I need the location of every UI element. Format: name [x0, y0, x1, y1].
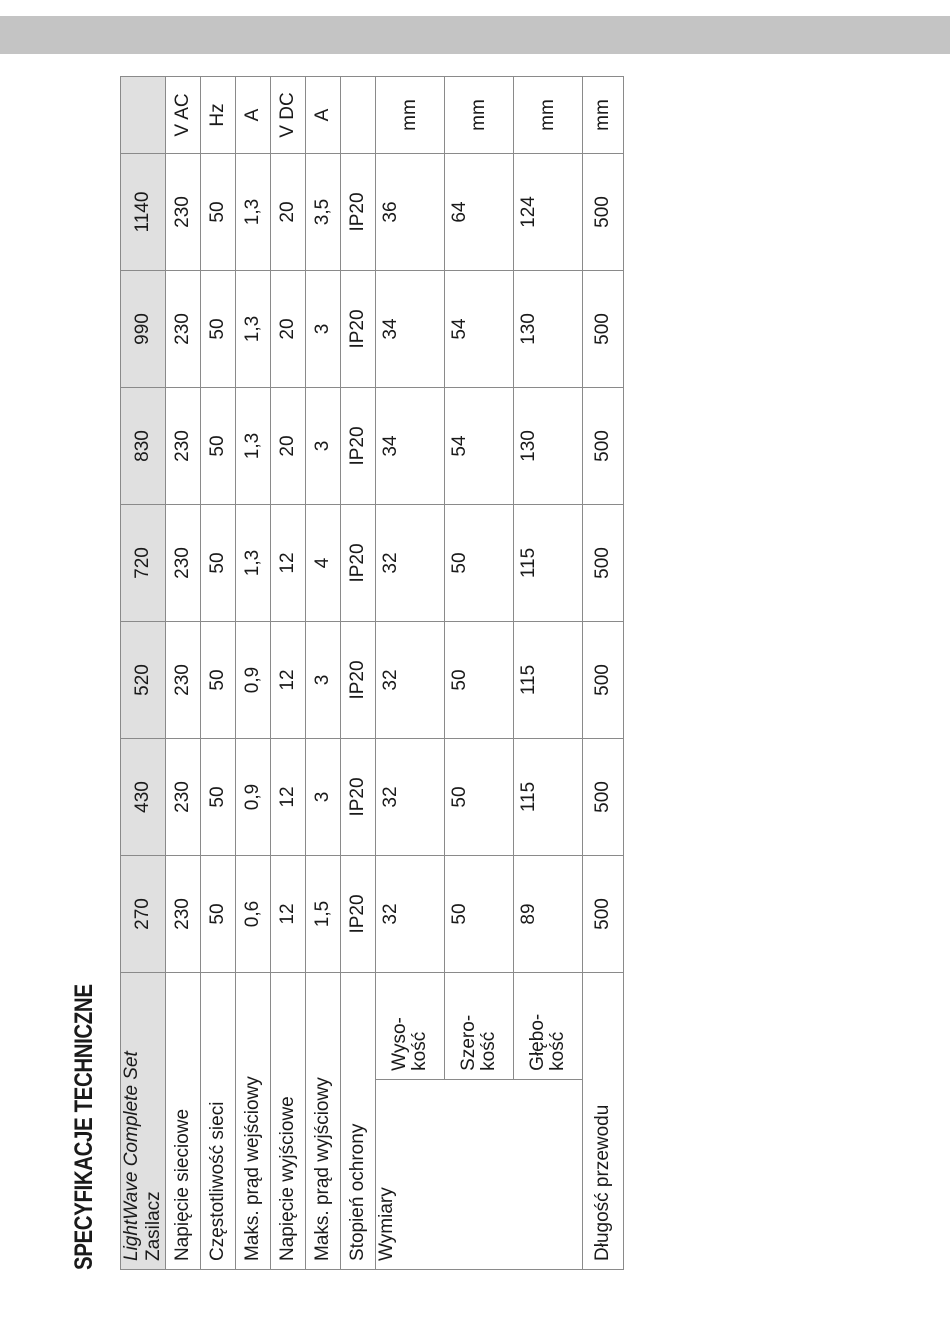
cell-value: 12 — [271, 505, 306, 622]
table-row — [236, 77, 271, 1270]
cell-value: 20 — [271, 388, 306, 505]
cell-value: 54 — [445, 271, 514, 388]
cell-value: IP20 — [341, 622, 376, 739]
cell-value: 20 — [271, 271, 306, 388]
row-label: Napięcie wyjściowe — [271, 973, 306, 1270]
cell-value: 32 — [376, 856, 445, 973]
spec-table — [120, 76, 624, 1270]
cell-value: 50 — [201, 154, 236, 271]
cell-value: 500 — [583, 505, 624, 622]
cell-unit: mm — [514, 77, 583, 154]
dimension-sub-line: kość — [478, 1031, 499, 1071]
table-row — [166, 77, 201, 1270]
cell-value: 500 — [583, 388, 624, 505]
cell-value: 115 — [514, 505, 583, 622]
model-270: 270 — [121, 856, 166, 973]
cell-value: 50 — [201, 739, 236, 856]
cell-value: 50 — [445, 856, 514, 973]
dimensions-label: Wymiary — [376, 1079, 583, 1269]
cell-value: 500 — [583, 622, 624, 739]
dimension-sub-label — [445, 973, 514, 1080]
cell-value: 50 — [445, 622, 514, 739]
cell-value: 124 — [514, 154, 583, 271]
cell-value: 50 — [445, 505, 514, 622]
rotated-spec-section — [70, 70, 650, 1270]
cell-value: 230 — [166, 388, 201, 505]
cell-value: IP20 — [341, 154, 376, 271]
table-row — [341, 77, 376, 1270]
cell-value: 54 — [445, 388, 514, 505]
cell-value: IP20 — [341, 388, 376, 505]
model-1140: 1140 — [121, 154, 166, 271]
model-430: 430 — [121, 739, 166, 856]
cell-value: 500 — [583, 739, 624, 856]
cell-value: 500 — [583, 856, 624, 973]
product-name: LightWave Complete Set — [121, 1051, 142, 1261]
cell-value: 50 — [201, 856, 236, 973]
cell-value: 32 — [376, 622, 445, 739]
row-label: Maks. prąd wyjściowy — [306, 973, 341, 1270]
dimension-sub-line: Głębo- — [527, 1013, 548, 1071]
cell-unit: mm — [445, 77, 514, 154]
cell-value: IP20 — [341, 505, 376, 622]
cell-value: 34 — [376, 271, 445, 388]
cell-value: 130 — [514, 388, 583, 505]
row-label: Częstotliwość sieci — [201, 973, 236, 1270]
cell-value: 3,5 — [306, 154, 341, 271]
cell-value: 50 — [201, 271, 236, 388]
cell-value: 500 — [583, 271, 624, 388]
cell-value: 50 — [201, 505, 236, 622]
cell-value: 3 — [306, 388, 341, 505]
dimension-sub-line: Szero- — [458, 1014, 479, 1071]
cell-unit: A — [236, 77, 271, 154]
cell-value: 3 — [306, 739, 341, 856]
header-label — [121, 973, 166, 1270]
dimension-sub-line: kość — [547, 1031, 568, 1071]
cell-value: 0,9 — [236, 622, 271, 739]
cell-unit: A — [306, 77, 341, 154]
cell-value: 89 — [514, 856, 583, 973]
dimension-sub-line: Wyso- — [389, 1017, 410, 1071]
table-row — [306, 77, 341, 1270]
cell-value: 115 — [514, 622, 583, 739]
cell-value: 50 — [201, 388, 236, 505]
cell-value: 12 — [271, 739, 306, 856]
table-row — [376, 77, 445, 1270]
cell-value: 500 — [583, 154, 624, 271]
cell-value: 230 — [166, 856, 201, 973]
model-830: 830 — [121, 388, 166, 505]
cell-value: IP20 — [341, 856, 376, 973]
cell-value: 230 — [166, 622, 201, 739]
cell-value: 1,3 — [236, 271, 271, 388]
cell-value: 230 — [166, 154, 201, 271]
cell-value: 1,3 — [236, 505, 271, 622]
cell-value: 3 — [306, 271, 341, 388]
top-gray-band — [0, 16, 950, 54]
cell-value: 130 — [514, 271, 583, 388]
row-label: Napięcie sieciowe — [166, 973, 201, 1270]
model-990: 990 — [121, 271, 166, 388]
dimension-sub-line: kość — [409, 1031, 430, 1071]
cell-unit: mm — [376, 77, 445, 154]
cell-value: 32 — [376, 505, 445, 622]
row-label: Stopień ochrony — [341, 973, 376, 1270]
dimension-sub-label — [514, 973, 583, 1080]
model-720: 720 — [121, 505, 166, 622]
header-row — [121, 77, 166, 1270]
cell-unit: V DC — [271, 77, 306, 154]
cell-value: 34 — [376, 388, 445, 505]
unit-header — [121, 77, 166, 154]
dimension-sub-label — [376, 973, 445, 1080]
row-label: Długość przewodu — [583, 973, 624, 1270]
cell-unit — [341, 77, 376, 154]
cell-value: 12 — [271, 856, 306, 973]
cell-value: 64 — [445, 154, 514, 271]
header-subtitle: Zasilacz — [143, 1191, 164, 1261]
cell-unit: V AC — [166, 77, 201, 154]
cell-value: IP20 — [341, 739, 376, 856]
model-520: 520 — [121, 622, 166, 739]
cell-value: 50 — [445, 739, 514, 856]
table-row — [583, 77, 624, 1270]
cell-value: 36 — [376, 154, 445, 271]
cell-value: 32 — [376, 739, 445, 856]
cell-unit: Hz — [201, 77, 236, 154]
table-row — [201, 77, 236, 1270]
cell-value: 0,6 — [236, 856, 271, 973]
cell-value: 1,3 — [236, 154, 271, 271]
cell-value: 20 — [271, 154, 306, 271]
cell-value: 1,5 — [306, 856, 341, 973]
table-row — [271, 77, 306, 1270]
section-title: SPECYFIKACJE TECHNICZNE — [70, 984, 98, 1270]
cell-value: 230 — [166, 739, 201, 856]
cell-unit: mm — [583, 77, 624, 154]
cell-value: 3 — [306, 622, 341, 739]
cell-value: 0,9 — [236, 739, 271, 856]
cell-value: 230 — [166, 271, 201, 388]
cell-value: 12 — [271, 622, 306, 739]
cell-value: 230 — [166, 505, 201, 622]
row-label: Maks. prąd wejściowy — [236, 973, 271, 1270]
cell-value: 50 — [201, 622, 236, 739]
cell-value: 4 — [306, 505, 341, 622]
cell-value: 1,3 — [236, 388, 271, 505]
cell-value: 115 — [514, 739, 583, 856]
cell-value: IP20 — [341, 271, 376, 388]
